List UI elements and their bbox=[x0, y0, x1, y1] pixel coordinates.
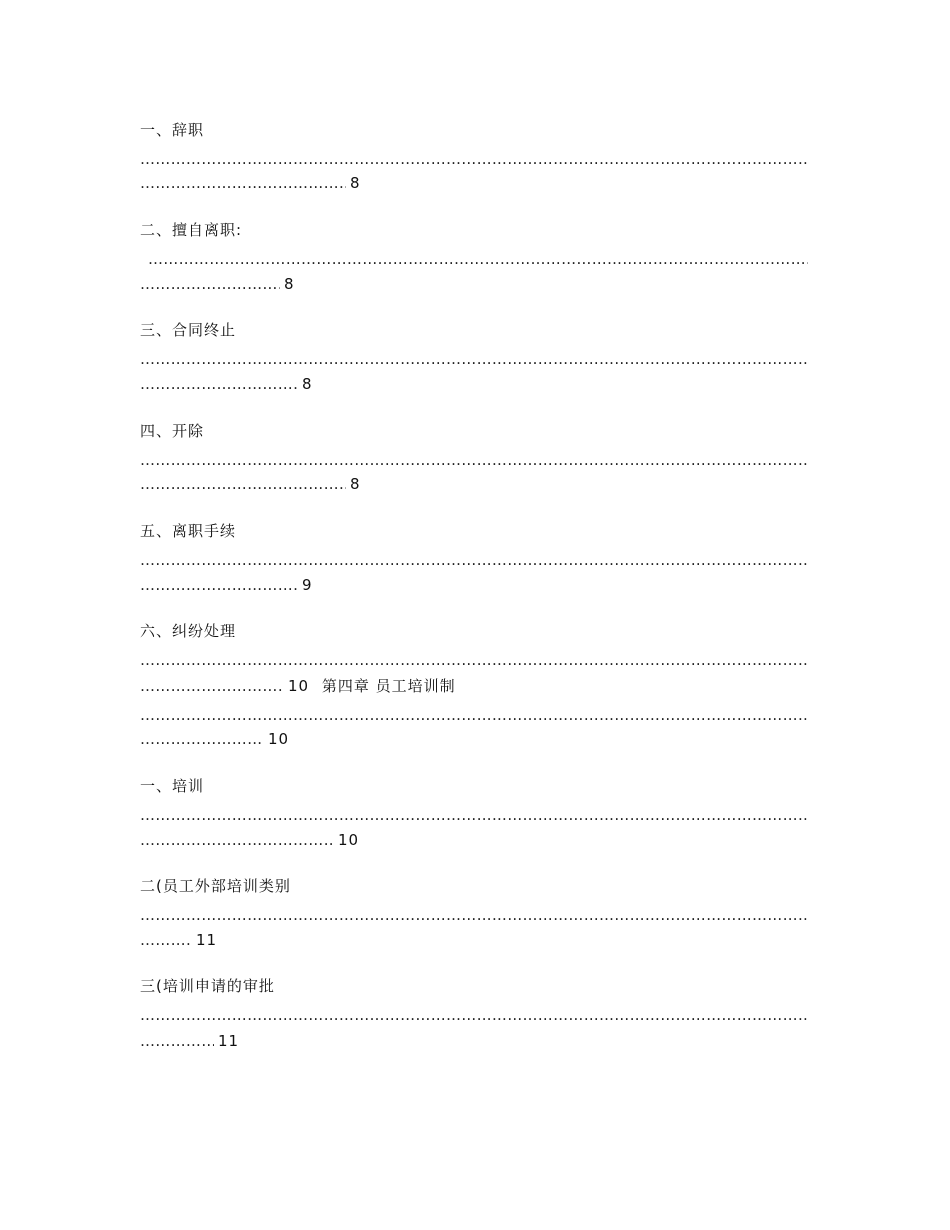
toc-page bbox=[140, 0, 808, 1230]
toc-page-number: 8 bbox=[302, 375, 313, 393]
toc-leader-dots bbox=[140, 830, 334, 850]
toc-page-number: 8 bbox=[284, 275, 295, 293]
toc-leader-dots bbox=[140, 149, 808, 169]
toc-leader-dots bbox=[140, 729, 264, 749]
toc-entry-page-line bbox=[140, 474, 361, 494]
toc-entry-page-line bbox=[140, 930, 217, 950]
toc-entry-page-line bbox=[140, 729, 289, 749]
toc-leader-dots bbox=[140, 650, 808, 670]
toc-page-number: 8 bbox=[350, 475, 361, 493]
toc-leader-dots bbox=[140, 374, 298, 394]
toc-leader-dots bbox=[148, 249, 808, 269]
toc-leader-dots bbox=[140, 349, 808, 369]
toc-leader-dots bbox=[140, 705, 808, 725]
toc-leader-dots bbox=[140, 450, 808, 470]
toc-entry-page-line bbox=[140, 374, 313, 394]
toc-page-number: 8 bbox=[350, 174, 361, 192]
toc-page-number: 10 bbox=[338, 831, 360, 849]
toc-entry-title: 五、离职手续 bbox=[140, 522, 237, 540]
toc-leader-dots bbox=[140, 274, 280, 294]
toc-entry-title: 三(培训申请的审批 bbox=[140, 977, 275, 995]
toc-entry-page-line bbox=[140, 575, 313, 595]
toc-leader-dots bbox=[140, 805, 808, 825]
toc-leader-dots bbox=[140, 1005, 808, 1025]
toc-entry-title: 一、辞职 bbox=[140, 121, 205, 139]
toc-entry-page-line bbox=[140, 1031, 239, 1051]
toc-page-number: 10 bbox=[288, 677, 310, 695]
toc-entry-title: 一、培训 bbox=[140, 777, 205, 795]
toc-leader-dots bbox=[140, 575, 298, 595]
toc-leader-dots bbox=[140, 173, 346, 193]
toc-entry-page-line bbox=[140, 830, 359, 850]
toc-leader-dots bbox=[140, 930, 192, 950]
toc-entry-title: 四、开除 bbox=[140, 422, 205, 440]
toc-page-number: 9 bbox=[302, 576, 313, 594]
toc-page-number: 11 bbox=[218, 1032, 240, 1050]
toc-leader-dots bbox=[140, 905, 808, 925]
toc-entry-title: 二、擅自离职: bbox=[140, 221, 243, 239]
toc-entry-title: 六、纠纷处理 bbox=[140, 622, 237, 640]
toc-page-number: 10 bbox=[268, 730, 290, 748]
toc-leader-dots bbox=[140, 474, 346, 494]
toc-entry-page-line bbox=[140, 274, 295, 294]
chapter-title: 第四章 员工培训制 bbox=[321, 677, 456, 695]
toc-entry-page-line bbox=[140, 676, 456, 696]
toc-entry-page-line bbox=[140, 173, 361, 193]
toc-entry-title: 三、合同终止 bbox=[140, 321, 237, 339]
toc-page-number: 11 bbox=[196, 931, 218, 949]
toc-entry-title: 二(员工外部培训类别 bbox=[140, 877, 291, 895]
toc-leader-dots bbox=[140, 1031, 214, 1051]
toc-leader-dots bbox=[140, 550, 808, 570]
toc-leader-dots bbox=[140, 676, 284, 696]
